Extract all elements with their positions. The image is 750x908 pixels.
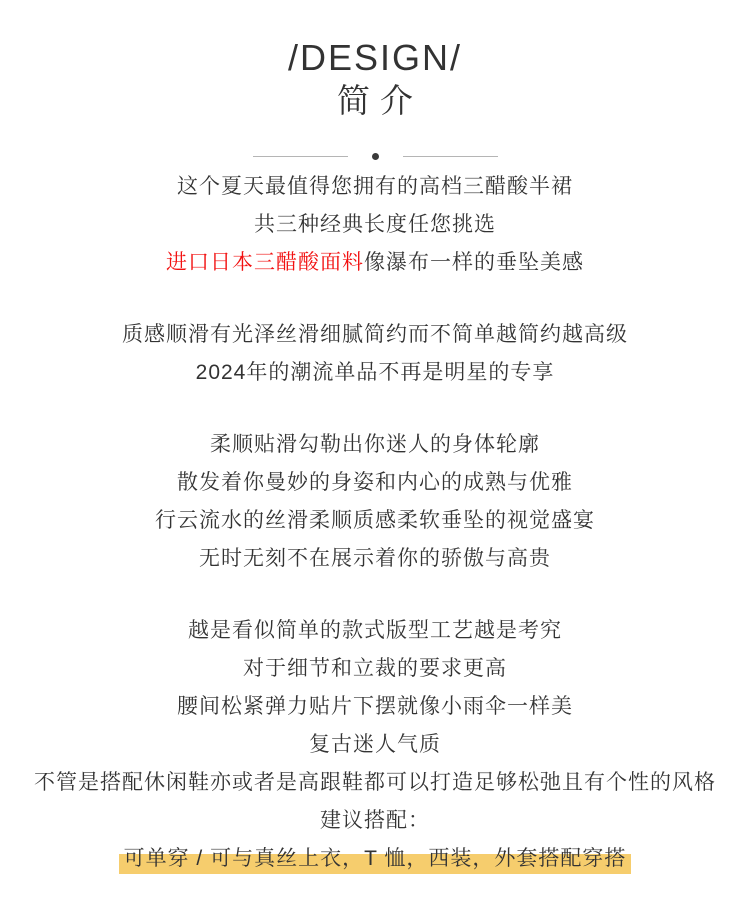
- text-segment: 越是看似简单的款式版型工艺越是考究: [188, 619, 562, 642]
- page-title: /DESIGN/: [287, 37, 463, 78]
- text-line: [0, 764, 750, 802]
- paragraph: [0, 426, 750, 578]
- red-emphasis-text: 进口日本三醋酸面料: [166, 251, 364, 274]
- text-segment: 像瀑布一样的垂坠美感: [364, 251, 584, 274]
- text-segment: 不管是搭配休闲鞋亦或者是高跟鞋都可以打造足够松弛且有个性的风格: [34, 771, 716, 794]
- divider-line-left: [253, 156, 348, 157]
- paragraph: [0, 316, 750, 392]
- text-line: [0, 650, 750, 688]
- text-line: [0, 612, 750, 650]
- text-segment: 复古迷人气质: [309, 733, 441, 756]
- paragraph: [0, 612, 750, 878]
- text-segment: 柔顺贴滑勾勒出你迷人的身体轮廓: [210, 433, 540, 456]
- text-line: [0, 726, 750, 764]
- text-line: [0, 688, 750, 726]
- text-line: [0, 464, 750, 502]
- text-segment: 行云流水的丝滑柔顺质感柔软垂坠的视觉盛宴: [155, 509, 595, 532]
- paragraph: [0, 168, 750, 282]
- text-segment: 对于细节和立裁的要求更高: [243, 657, 507, 680]
- page-subtitle: 简介: [337, 82, 423, 119]
- text-segment: 散发着你曼妙的身姿和内心的成熟与优雅: [177, 471, 573, 494]
- text-line: [0, 244, 750, 282]
- text-segment: 质感顺滑有光泽丝滑细腻简约而不简单越简约越高级: [122, 323, 628, 346]
- divider-line-right: [403, 156, 498, 157]
- text-segment: 建议搭配：: [320, 809, 430, 832]
- description-paragraphs: [0, 168, 750, 878]
- text-line: [0, 354, 750, 392]
- text-line: [0, 426, 750, 464]
- text-segment: 腰间松紧弹力贴片下摆就像小雨伞一样美: [177, 695, 573, 718]
- text-line: [0, 168, 750, 206]
- text-line: [0, 840, 750, 878]
- section-divider: [0, 152, 750, 161]
- text-line: [0, 802, 750, 840]
- text-line: [0, 502, 750, 540]
- text-segment: 这个夏天最值得您拥有的高档三醋酸半裙: [177, 175, 573, 198]
- text-line: [0, 206, 750, 244]
- text-line: [0, 540, 750, 578]
- text-line: [0, 316, 750, 354]
- text-segment: 共三种经典长度任您挑选: [254, 213, 496, 236]
- text-segment: 无时无刻不在展示着你的骄傲与高贵: [199, 547, 551, 570]
- divider-dot-icon: [372, 153, 379, 160]
- text-segment: 2024年的潮流单品不再是明星的专享: [195, 361, 555, 384]
- highlighted-text: 可单穿 / 可与真丝上衣，T 恤，西装，外套搭配穿搭: [119, 847, 632, 874]
